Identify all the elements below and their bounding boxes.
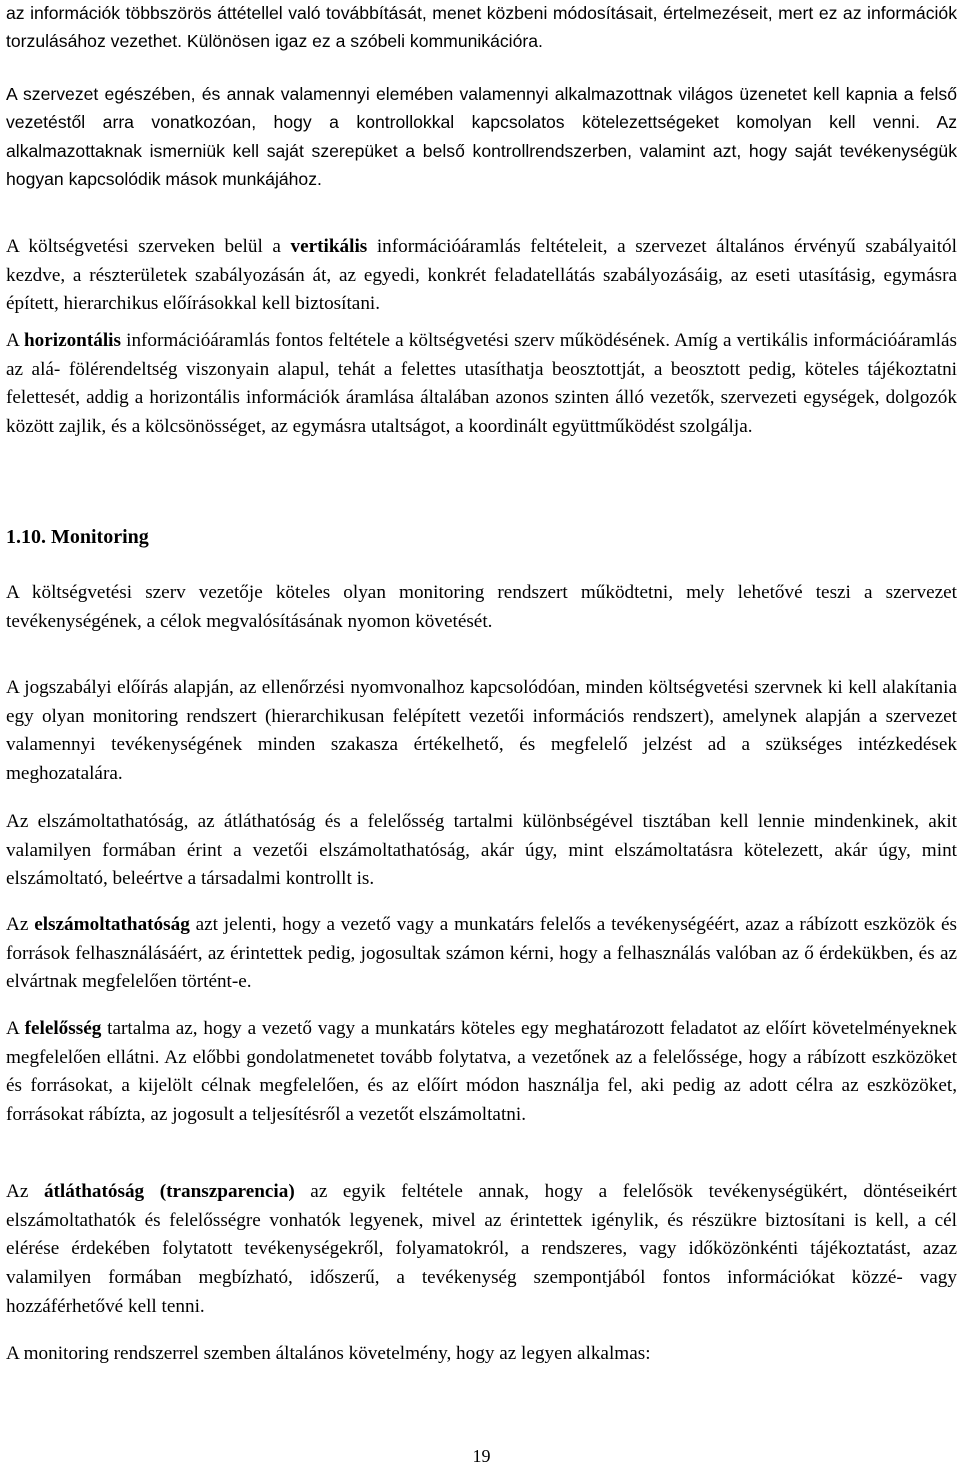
paragraph-legal-requirement: A jogszabályi előírás alapján, az ellenőrzési nyomvonalhoz kapcsolódóan, minden költségvetési szervnek ki kell alakítania egy olyan monitoring rendszert (hierarchikusan felépített vezetői információs rendszert), amelynek alapján a szervezet valamennyi tevékenységének minden szakasza értékelhető, és megfelelő jelzést ad a szükséges intézkedések meghozatalára.	[6, 677, 957, 785]
term-horizontalis: horizontális	[23, 330, 121, 351]
term-atlathatosag: átláthatóság (transzparencia)	[43, 1181, 295, 1202]
paragraph-accountability-definition: Az elszámoltathatóság azt jelenti, hogy a vezető vagy a munkatárs felelős a tevékenységéért, azaz a rábízott eszközök és források felhasználásáért, az érintettek pedig, jogosultak számon kérni, hogy a felhasználás valóban az ő érdekükben, és az elvártnak megfelelően történt-e.	[6, 914, 958, 993]
paragraph-transparency-definition: Az átláthatóság (transzparencia) az egyik feltétele annak, hogy a felelősök tevékenységükért, döntéseikért elszámoltathatók és felelősségre vonhatók legyenek, mivel az érintettek igénylik, és részükre biztosítani is kell, a cél elérése érdekében folytatott tevékenységekről, folyamatokról, a rendszeres, vagy időközönkénti tájékoztatást, azaz valamilyen formában megbízható, időszerű, a tevékenység szempontjából fontos információkat közzé- vagy hozzáférhetővé kell tenni.	[6, 1181, 957, 1317]
paragraph-information-distortion: az információk többszörös áttétellel való továbbítását, menet közbeni módosításait, értelmezéseit, mert ez az információk torzulásához vezethet. Különösen igaz ez a szóbeli kommunikációra.	[6, 3, 957, 52]
section-heading-monitoring: 1.10. Monitoring	[6, 526, 149, 548]
document-page	[6, 0, 957, 1467]
paragraph-horizontal-information-flow: A horizontális információáramlás fontos feltétele a költségvetési szerv működésének. Amíg a vertikális információáramlás az alá- fölérendeltség viszonyain alapul, tehát a felettes utasíthatja beosztottját, a beosztott pedig, köteles tájékoztatni felettesét, addig a horizontális információk áramlása általában azonos szinten álló vezetők, szervezeti egységek, dolgozók között zajlik, és a kölcsönösséget, az egymásra utaltságot, a koordinált együttműködést szolgálja.	[6, 330, 957, 438]
term-vertikalis: vertikális	[290, 236, 368, 257]
term-elszamoltathatosag: elszámoltathatóság	[34, 914, 190, 935]
term-felelosseg: felelősség	[24, 1018, 102, 1039]
page-number: 19	[472, 1446, 491, 1466]
paragraph-vertical-information-flow: A költségvetési szerveken belül a vertikális információáramlás feltételeit, a szervezet általános érvényű szabályaitól kezdve, a részterületek szabályozásán át, az egyedi, konkrét feladatellátás szabályozásáig, az eseti utasításig, egymásra épített, hierarchikus előírásokkal kell biztosítani.	[6, 236, 957, 315]
paragraph-accountability-difference: Az elszámoltathatóság, az átláthatóság és a felelősség tartalmi különbségével tisztában kell lennie mindenkinek, akit valamilyen formában érint a vezetői elszámoltathatóság, akár úgy, mint elszámoltatásra kötelezett, akár úgy, mint elszámoltató, beleértve a társadalmi kontrollt is.	[6, 811, 957, 890]
paragraph-monitoring-requirement: A monitoring rendszerrel szemben általános követelmény, hogy az legyen alkalmas:	[6, 1343, 651, 1364]
paragraph-responsibility-definition: A felelősség tartalma az, hogy a vezető vagy a munkatárs köteles egy meghatározott feladatot az előírt követelményeknek megfelelően ellátni. Az előbbi gondolatmenetet tovább folytatva, a vezetőnek az a felelőssége, hogy a rábízott eszközöket és forrásokat, a kijelölt célnak megfelelően, és az előírt módon használja fel, aki pedig az adott célra az eszközöket, forrásokat rábízta, az jogosult a teljesítésről a vezetőt elszámoltatni.	[6, 1018, 957, 1126]
paragraph-management-message: A szervezet egészében, és annak valamennyi elemében valamennyi alkalmazottnak világos üzenetet kell kapnia a felső vezetéstől arra vonatkozóan, hogy a kontrollokkal kapcsolatos kötelezettségeket komolyan kell venni. Az alkalmazottaknak ismerniük kell saját szerepüket a belső kontrollrendszerben, valamint azt, hogy saját tevékenységük hogyan kapcsolódik mások munkájához.	[6, 84, 957, 190]
paragraph-monitoring-system: A költségvetési szerv vezetője köteles olyan monitoring rendszert működtetni, mely lehetővé teszi a szervezet tevékenységének, a célok megvalósításának nyomon követését.	[6, 582, 957, 632]
